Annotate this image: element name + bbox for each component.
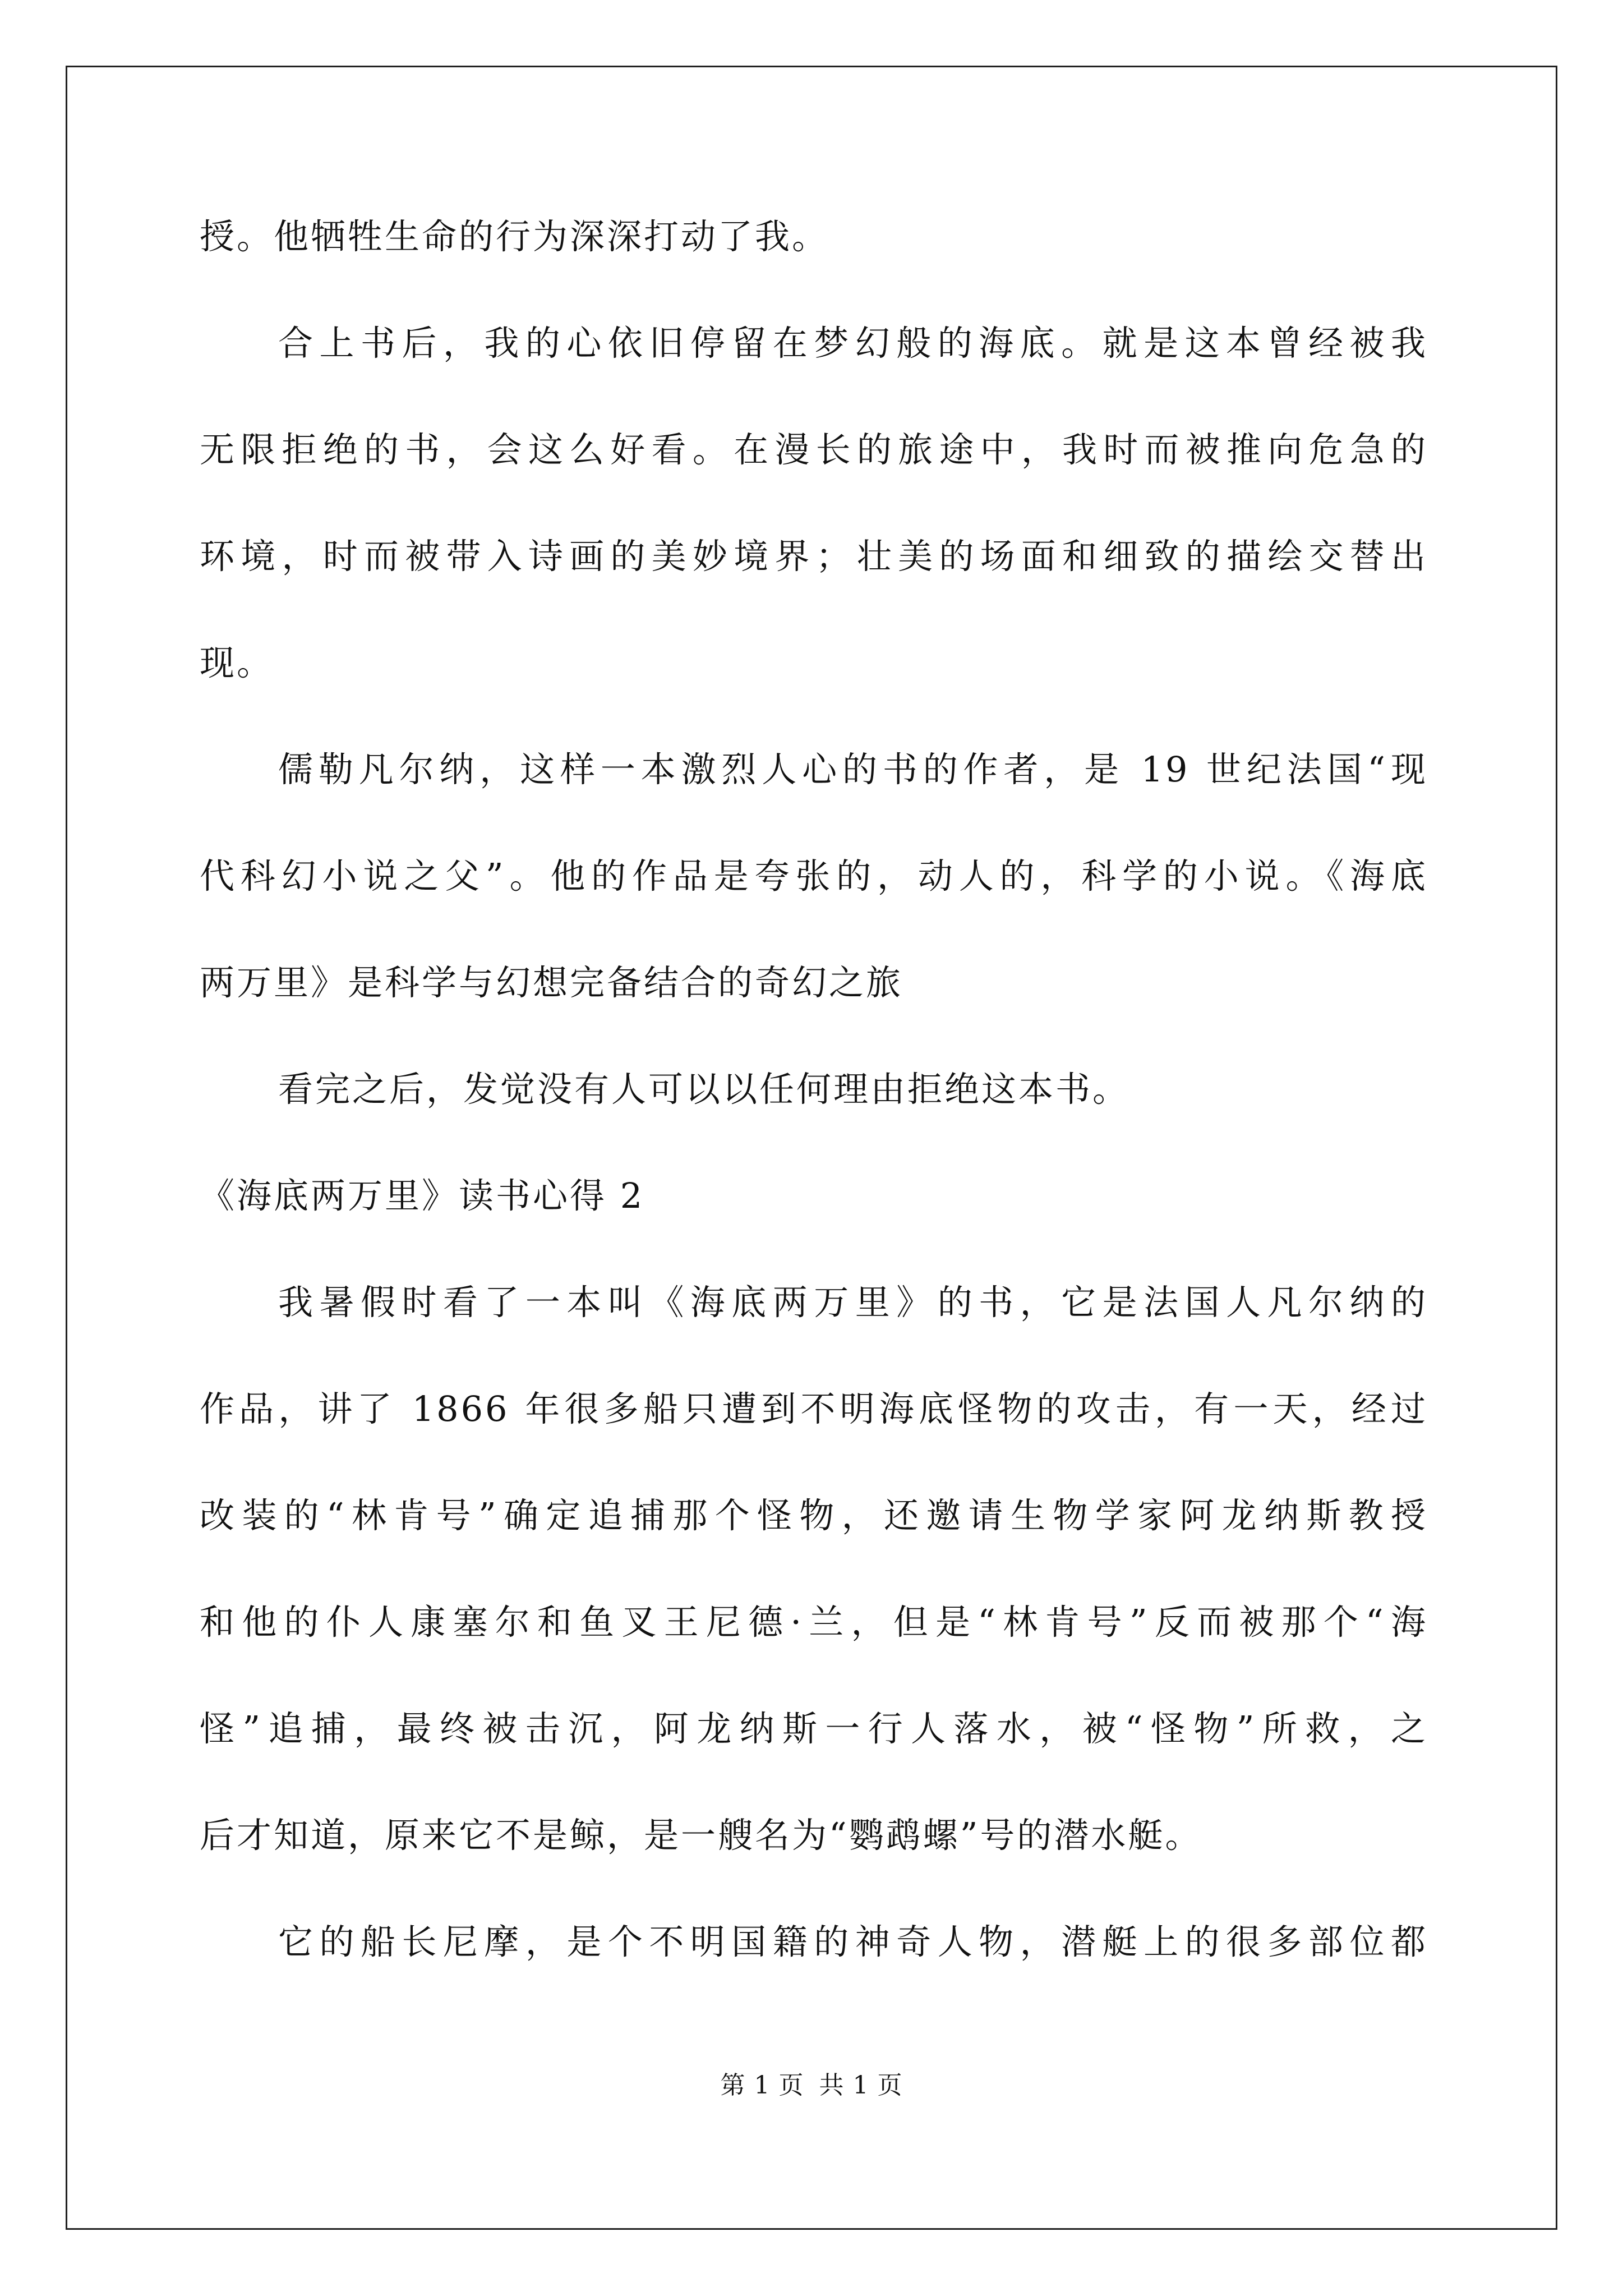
text-line: 作品，讲了 1866 年很多船只遭到不明海底怪物的攻击，有一天，经过: [200, 1388, 1428, 1429]
text-line: 代科幻小说之父”。他的作品是夸张的，动人的，科学的小说。《海底: [200, 855, 1428, 896]
text-line: 改装的“林肯号”确定追捕那个怪物，还邀请生物学家阿龙纳斯教授: [200, 1495, 1428, 1536]
text-line: 它的船长尼摩，是个不明国籍的神奇人物，潜艇上的很多部位都: [278, 1921, 1428, 1962]
page-border: [66, 66, 1557, 2230]
text-line: 我暑假时看了一本叫《海底两万里》的书，它是法国人凡尔纳的: [278, 1282, 1428, 1323]
page-footer: [0, 2070, 1623, 2101]
text-line: 环境，时而被带入诗画的美妙境界；壮美的场面和细致的描绘交替出: [200, 536, 1428, 577]
text-line: 后才知道，原来它不是鲸，是一艘名为“鹦鹉螺”号的潜水艇。: [200, 1815, 1202, 1856]
text-line: 无限拒绝的书，会这么好看。在漫长的旅途中，我时而被推向危急的: [200, 429, 1428, 470]
page-number-total: 共 1 页: [819, 2071, 903, 2100]
text-line: 现。: [200, 642, 274, 683]
text-line: 授。他牺牲生命的行为深深打动了我。: [200, 216, 829, 257]
page-number-current: 第 1 页: [720, 2071, 804, 2100]
text-line: 两万里》是科学与幻想完备结合的奇幻之旅: [200, 962, 903, 1003]
text-line: 怪”追捕，最终被击沉，阿龙纳斯一行人落水，被“怪物”所救，之: [200, 1708, 1428, 1749]
text-line: 合上书后，我的心依旧停留在梦幻般的海底。就是这本曾经被我: [278, 323, 1428, 364]
section-heading: 《海底两万里》读书心得 2: [200, 1175, 645, 1216]
text-line: 和他的仆人康塞尔和鱼叉王尼德·兰，但是“林肯号”反而被那个“海: [200, 1602, 1428, 1642]
text-line: 看完之后，发觉没有人可以以任何理由拒绝这本书。: [278, 1069, 1130, 1110]
text-line: 儒勒凡尔纳，这样一本激烈人心的书的作者，是 19 世纪法国“现: [278, 749, 1428, 790]
